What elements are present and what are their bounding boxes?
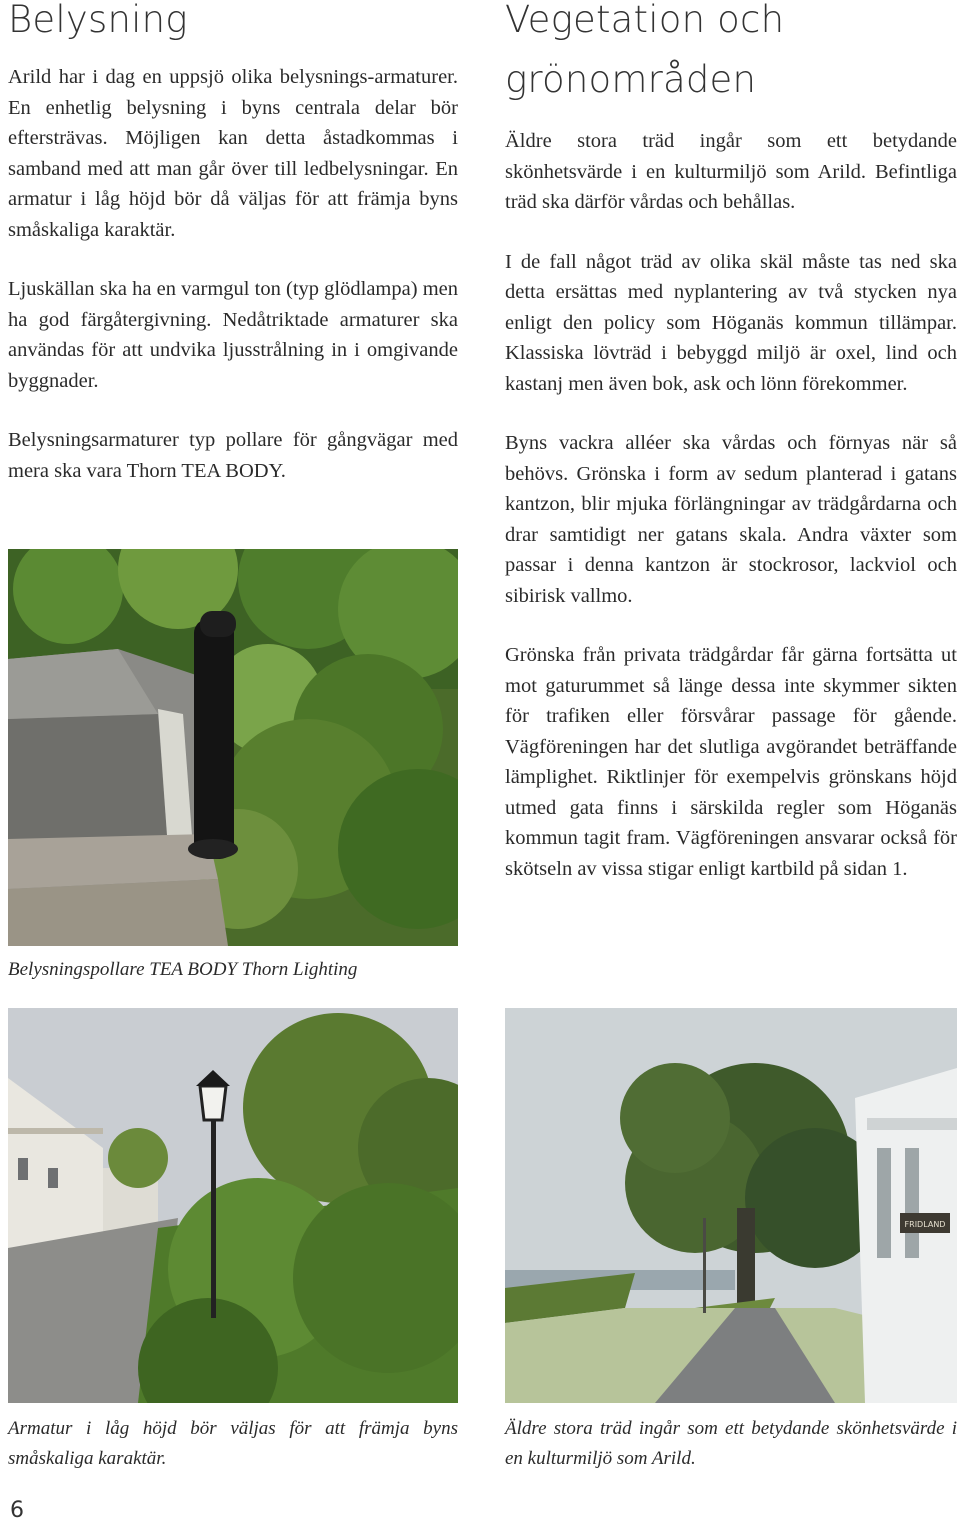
photo-bollard bbox=[8, 549, 458, 946]
heading-vegetation-line2: grönområden bbox=[505, 58, 757, 101]
paragraph-vegetation-1: Äldre stora träd ingår som ett betydande skönhetsvärde i en kulturmiljö som Arild. Befintliga träd ska därför vårdas och behållas. bbox=[505, 130, 957, 213]
paragraph-belysning-1: Arild har i dag en uppsjö olika belysnings-armaturer. En enhetlig belysning i byns centrala delar bör eftersträvas. Möjligen kan detta åstadkommas i samband med att man går över till ledbelysningar. En armatur i låg höjd bör då väljas för att främja byns småskaliga karaktär. bbox=[8, 66, 458, 241]
heading-vegetation-line1: Vegetation och bbox=[505, 0, 785, 41]
right-column bbox=[505, 0, 957, 884]
sign-fridland: FRIDLAND bbox=[904, 1220, 946, 1229]
paragraph-belysning-2: Ljuskällan ska ha en varmgul ton (typ glödlampa) men ha god färgåtergivning. Nedåtriktade armaturer ska användas för att undvika ljusstrålning in i omgivande byggnader. bbox=[8, 278, 458, 392]
photo-street-lamp bbox=[8, 1008, 458, 1403]
left-column bbox=[8, 0, 458, 486]
caption-photo-street-lamp: Armatur i låg höjd bör väljas för att främja byns småskaliga karaktär. bbox=[8, 1418, 458, 1469]
bollard-scene bbox=[8, 549, 458, 946]
paragraph-belysning-3: Belysningsarmaturer typ pollare för gångvägar med mera ska vara Thorn TEA BODY. bbox=[8, 429, 458, 482]
street-lamp-scene bbox=[8, 1008, 458, 1403]
paragraph-vegetation-2: I de fall något träd av olika skäl måste tas ned ska detta ersättas med nyplantering av två stycken nya enligt den policy som Höganäs kommun tillämpar. Klassiska lövträd i bebyggd miljö är oxel, lind och kastanj men även bok, ask och lönn förekommer. bbox=[505, 250, 957, 395]
paragraph-vegetation-3: Byns vackra alléer ska vårdas och förnyas när så behövs. Grönska i form av sedum planterad i gatans kantzon, blir mjuka förlängningar av trädgårdarna och drar samtidigt ner gatans skala. Andra växter som passar i denna kantzon är stockrosor, lackviol och sibirisk vallmo. bbox=[505, 432, 957, 607]
page-number: 6 bbox=[10, 1498, 24, 1523]
caption-photo-bollard: Belysningspollare TEA BODY Thorn Lighting bbox=[8, 959, 358, 980]
heading-vegetation bbox=[505, 0, 957, 110]
heading-belysning: Belysning bbox=[8, 0, 188, 41]
large-tree-scene bbox=[505, 1008, 957, 1403]
paragraph-vegetation-4: Grönska från privata trädgårdar får gärna fortsätta ut mot gaturummet så länge dessa inte skymmer sikten för trafiken eller försvårar passage för gående. Vägföreningen har det slutliga avgörandet beträffande lämplighet. Riktlinjer för exempelvis grönskans höjd utmed gata finns i särskilda regler som Höganäs kommun tagit fram. Vägföreningen ansvarar också för skötseln av vissa stigar enligt kartbild på sidan 1. bbox=[505, 644, 957, 880]
photo-large-tree bbox=[505, 1008, 957, 1403]
caption-photo-large-tree: Äldre stora träd ingår som ett betydande skönhetsvärde i en kulturmiljö som Arild. bbox=[505, 1418, 957, 1469]
